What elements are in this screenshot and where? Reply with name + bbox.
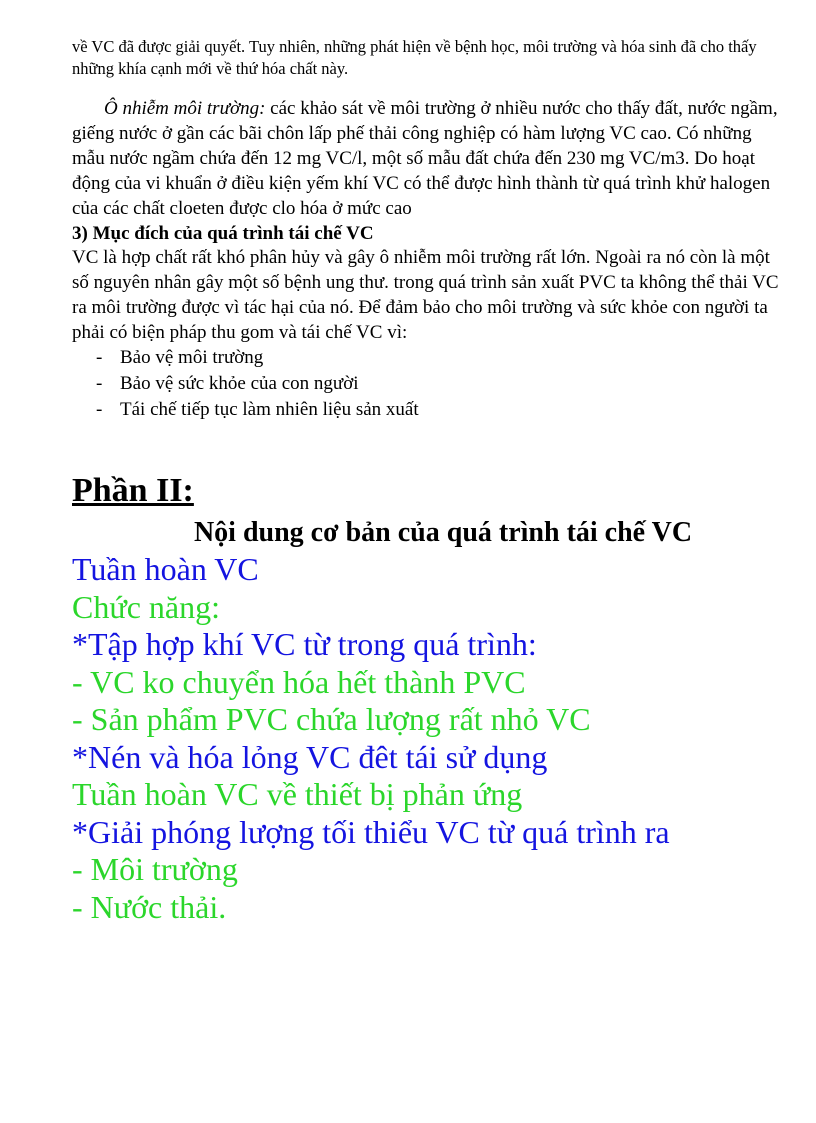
intro-paragraph: về VC đã được giải quyết. Tuy nhiên, những phát hiện về bệnh học, môi trường và hóa sinh đã cho thấy những khía cạnh mới về thứ hóa chất này. [72,37,757,78]
section-3-heading: 3) Mục đích của quá trình tái chế VC [72,223,374,244]
pollution-label: Ô nhiễm môi trường: [104,98,266,119]
list-item: - Bảo vệ môi trường [96,347,264,368]
slide-line-9: - Môi trường [72,851,238,887]
pollution-paragraph [72,96,784,221]
slide-line-4: - VC ko chuyển hóa hết thành PVC [72,663,526,700]
part-subtitle: Nội dung cơ bản của quá trình tái chế VC [193,517,693,548]
list-item: - Tái chế tiếp tục làm nhiên liệu sản xuất [96,399,419,420]
slide-line-3: *Tập hợp khí VC từ trong quá trình: [72,626,537,662]
purpose-list [72,345,784,423]
section-3-body: VC là hợp chất rất khó phân hủy và gây ô nhiễm môi trường rất lớn. Ngoài ra nó còn là một số nguyên nhân gây một số bệnh ung thư. trong quá trình sản xuất PVC ta không thể thải VC ra môi trường được vì tác hại của nó. Để đảm bảo cho môi trường và sức khỏe con người ta phải có biện pháp thu gom và tái chế VC vì: [72,247,779,343]
pollution-text: các khảo sát về môi trường ở nhiều nước cho thấy đất, nước ngầm, giếng nước ở gần các bãi chôn lấp phế thải công nghiệp có hàm lượng VC cao. Có những mẫu nước ngầm chứa đến 12 mg VC/l, một số mẫu đất chứa đến 230 mg VC/m3. Do hoạt động của vi khuẩn ở điều kiện yếm khí VC có thể được hình thành từ quá trình khử halogen của các chất cloeten được clo hóa ở mức cao [72,98,778,219]
part-title: Phần II: [72,472,194,509]
slide-line-6: *Nén và hóa lỏng VC đêt tái sử dụng [72,738,548,775]
slide-line-10: - Nước thải. [72,888,227,925]
slide-line-2: Chức năng: [72,588,220,625]
list-item: - Bảo vệ sức khỏe của con người [96,373,359,394]
slide-line-1: Tuần hoàn VC [72,551,259,587]
slide-line-7: Tuần hoàn VC về thiết bị phản ứng [72,776,523,812]
slide-line-8: *Giải phóng lượng tối thiểu VC từ quá trình ra [72,813,670,850]
document-page [72,36,784,926]
slide-line-5: - Sản phẩm PVC chứa lượng rất nhỏ VC [72,701,591,737]
